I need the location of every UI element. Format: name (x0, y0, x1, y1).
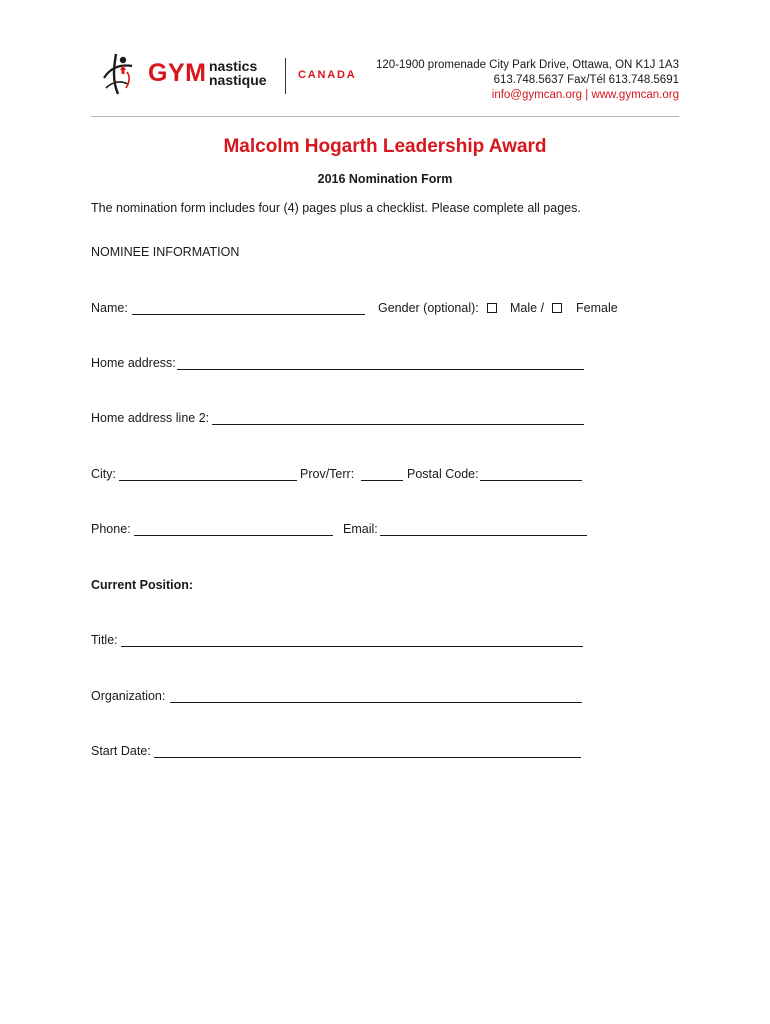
city-label: City: (91, 467, 116, 481)
city-field[interactable] (119, 480, 297, 481)
name-field[interactable] (132, 314, 365, 315)
header-divider (91, 116, 679, 117)
home-address-line2-label: Home address line 2: (91, 411, 210, 425)
logo-wordmark-suffix (209, 59, 267, 87)
logo-line-nastique: nastique (209, 72, 267, 88)
home-address-line2-field[interactable] (212, 424, 584, 425)
home-address-label: Home address: (91, 356, 176, 370)
gender-label: Gender (optional): (378, 301, 479, 315)
female-label: Female (576, 301, 618, 315)
home-address-field[interactable] (177, 369, 584, 370)
title-field[interactable] (121, 646, 583, 647)
logo-divider (285, 58, 286, 94)
document-title: Malcolm Hogarth Leadership Award (223, 136, 547, 157)
logo-wordmark-gym: GYM (148, 59, 207, 87)
email-field[interactable] (380, 535, 587, 536)
contact-phone-fax: 613.748.5637 Fax/Tél 613.748.5691 (493, 74, 679, 86)
contact-email-web[interactable]: info@gymcan.org | www.gymcan.org (491, 89, 679, 101)
male-checkbox[interactable] (487, 303, 497, 313)
start-date-field[interactable] (154, 757, 581, 758)
prov-terr-field[interactable] (361, 480, 403, 481)
logo-line-nastics: nastics (209, 58, 258, 74)
gymnastics-canada-logo (92, 48, 362, 100)
postal-code-field[interactable] (480, 480, 582, 481)
male-label: Male / (510, 301, 545, 315)
phone-label: Phone: (91, 522, 131, 536)
document-subtitle: 2016 Nomination Form (317, 172, 453, 186)
gymnast-logo-icon (96, 48, 138, 98)
start-date-label: Start Date: (91, 744, 151, 758)
female-checkbox[interactable] (552, 303, 562, 313)
name-label: Name: (91, 301, 128, 315)
current-position-heading: Current Position: (91, 578, 194, 592)
logo-country: CANADA (298, 69, 357, 81)
organization-field[interactable] (170, 702, 582, 703)
prov-terr-label: Prov/Terr: (300, 467, 355, 481)
contact-block (376, 58, 679, 103)
email-label: Email: (343, 522, 378, 536)
organization-label: Organization: (91, 689, 166, 703)
section-heading-nominee-info: NOMINEE INFORMATION (91, 245, 240, 259)
postal-code-label: Postal Code: (407, 467, 479, 481)
intro-text: The nomination form includes four (4) pages plus a checklist. Please complete all pages. (91, 201, 581, 215)
title-label: Title: (91, 633, 118, 647)
phone-field[interactable] (134, 535, 333, 536)
contact-address: 120-1900 promenade City Park Drive, Ottawa, ON K1J 1A3 (376, 59, 679, 71)
